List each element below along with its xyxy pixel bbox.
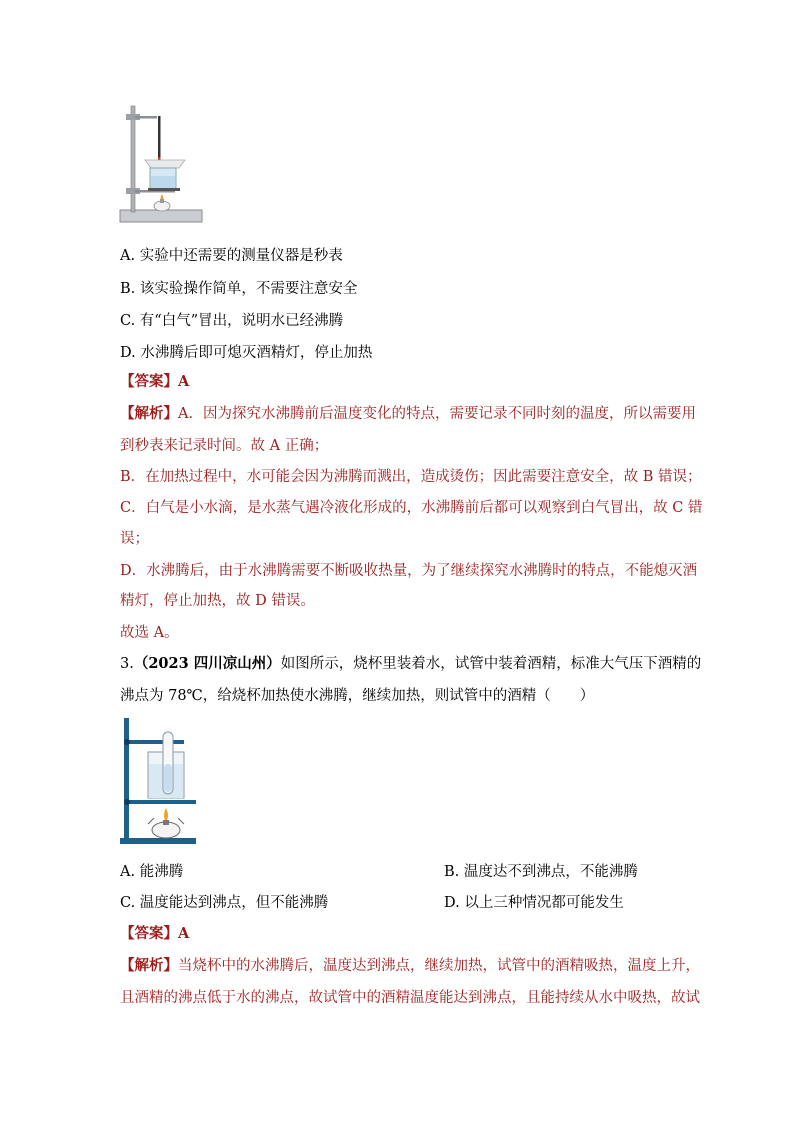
q3-option-d: D. 以上三种情况都可能发生 — [444, 895, 624, 911]
q2-answer-label: 【答案】 — [120, 373, 178, 390]
apparatus-figure-2 — [118, 712, 202, 848]
q2-analysis-line-5: 误； — [120, 531, 149, 547]
apparatus-figure-1 — [118, 102, 204, 230]
q3-analysis-line-2: 且酒精的沸点低于水的沸点，故试管中的酒精温度能达到沸点，且能持续从水中吸热，故试 — [120, 990, 700, 1006]
q2-analysis-line-7: 精灯，停止加热，故 D 错误。 — [120, 593, 315, 609]
q3-analysis-label: 【解析】 — [120, 957, 178, 974]
q3-source: （2023 四川凉山州） — [133, 655, 281, 672]
q3-option-c: C. 温度能达到沸点，但不能沸腾 — [120, 895, 329, 911]
q2-analysis-label: 【解析】 — [120, 405, 178, 422]
q3-answer-value: A — [178, 925, 190, 942]
q3-option-a: A. 能沸腾 — [120, 864, 184, 880]
q2-analysis-line-8: 故选 A。 — [120, 625, 179, 641]
q3-answer-label: 【答案】 — [120, 925, 178, 942]
q2-option-c: C. 有“白气”冒出，说明水已经沸腾 — [120, 313, 344, 329]
q2-option-b: B. 该实验操作简单，不需要注意安全 — [120, 281, 358, 297]
q3-answer — [120, 924, 189, 944]
q3-number: 3. — [120, 656, 134, 672]
q3-stem-line-2: 沸点为 78℃，给烧杯加热使水沸腾，继续加热，则试管中的酒精（ ） — [120, 688, 595, 704]
q2-analysis-line-1: 【解析】A．因为探究水沸腾前后温度变化的特点，需要记录不同时刻的温度，所以需要用 — [120, 405, 696, 422]
q2-answer — [120, 372, 189, 392]
q3-stem-line-1: 3.（2023 四川凉山州）如图所示，烧杯里装着水，试管中装着酒精，标准大气压下酒精的 — [120, 655, 702, 672]
q2-analysis-line-6: D．水沸腾后，由于水沸腾需要不断吸收热量，为了继续探究水沸腾时的特点，不能熄灭酒 — [120, 563, 698, 579]
q2-analysis-line-2: 到秒表来记录时间。故 A 正确； — [120, 438, 329, 454]
q2-analysis-line-3: B．在加热过程中，水可能会因为沸腾而溅出，造成烫伤；因此需要注意安全，故 B 错误； — [120, 469, 702, 485]
q2-analysis-line-4: C．白气是小水滴，是水蒸气遇冷液化形成的，水沸腾前后都可以观察到白气冒出，故 C 错 — [120, 500, 703, 516]
q3-analysis-line-1: 【解析】当烧杯中的水沸腾后，温度达到沸点，继续加热，试管中的酒精吸热，温度上升， — [120, 957, 700, 974]
q2-answer-value: A — [178, 373, 190, 390]
q3-option-b: B. 温度达不到沸点，不能沸腾 — [444, 864, 638, 880]
q2-option-d: D. 水沸腾后即可熄灭酒精灯，停止加热 — [120, 345, 373, 361]
q2-option-a: A. 实验中还需要的测量仪器是秒表 — [120, 248, 343, 264]
